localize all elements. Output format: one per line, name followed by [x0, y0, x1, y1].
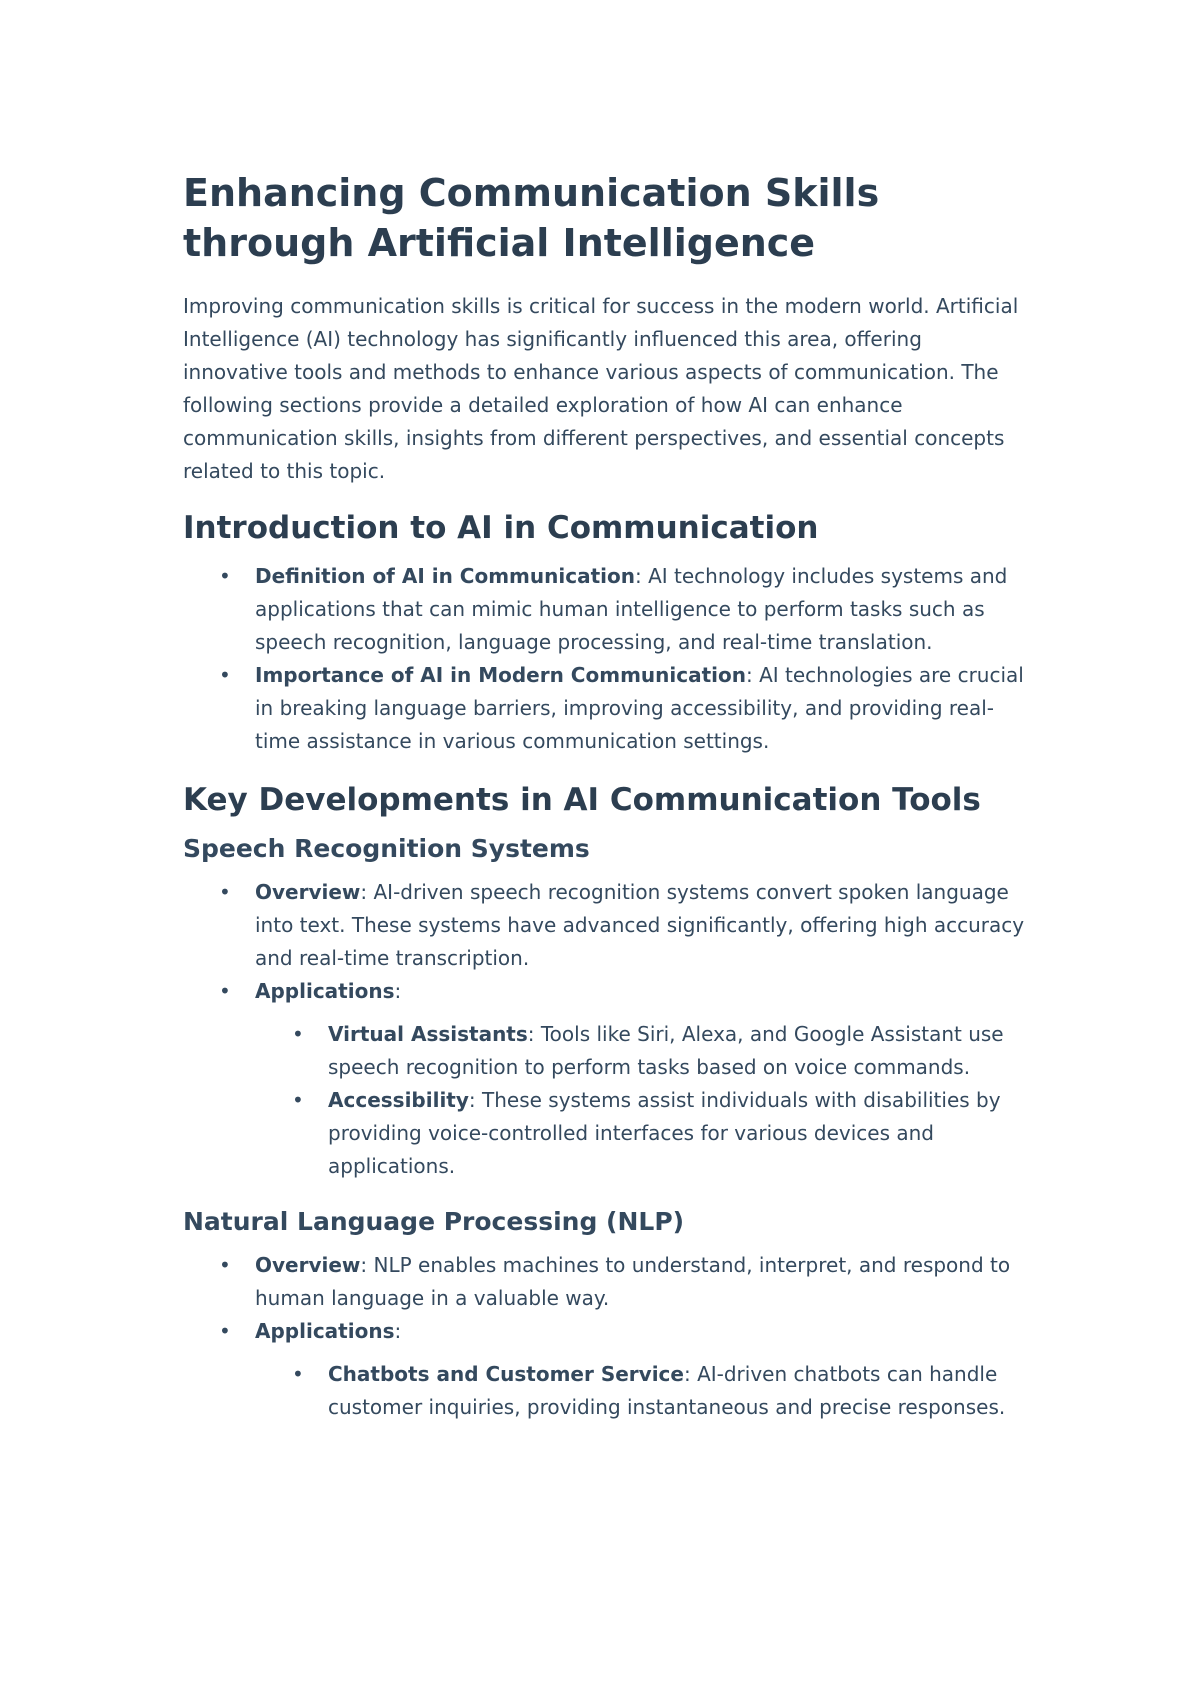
- list-item-term: Overview: [255, 880, 361, 904]
- list-item-text: : Tools like Siri, Alexa, and Google Assistant use speech recognition to perform tasks based on voice commands.: [328, 1022, 1004, 1079]
- list-item-text: : These systems assist individuals with disabilities by providing voice-controlled interfaces for various devices and applications.: [328, 1088, 1001, 1178]
- list-item-term: Applications: [255, 1319, 395, 1343]
- section-heading-introduction: Introduction to AI in Communication: [183, 510, 819, 546]
- introduction-list: [183, 560, 1033, 758]
- list-item-text: :: [394, 1319, 402, 1343]
- nlp-applications-list: [255, 1358, 1033, 1424]
- list-item-text: : AI technologies are crucial in breaking language barriers, improving accessibility, and providing real-time assistance in various communication settings.: [255, 663, 1024, 753]
- subsection-heading-nlp: Natural Language Processing (NLP): [183, 1207, 685, 1236]
- list-item-term: Chatbots and Customer Service: [328, 1362, 684, 1386]
- list-item: [255, 659, 1033, 758]
- list-item-term: Overview: [255, 1253, 361, 1277]
- intro-paragraph: Improving communication skills is critical for success in the modern world. Artificial Intelligence (AI) technology has significantly influenced this area, offering innovative tools and methods to enhance various aspects of communication. The following sections provide a detailed exploration of how AI can enhance communication skills, insights from different perspectives, and essential concepts related to this topic.: [183, 294, 1019, 483]
- list-item: [328, 1018, 1033, 1084]
- list-item-text: : NLP enables machines to understand, interpret, and respond to human language in a valuable way.: [255, 1253, 1011, 1310]
- list-item: [255, 1315, 1033, 1424]
- speech-applications-list: [255, 1018, 1033, 1183]
- list-item: [255, 1249, 1033, 1315]
- list-item: [328, 1358, 1033, 1424]
- list-item: [255, 975, 1033, 1183]
- list-item: [255, 560, 1033, 659]
- subsection-heading-speech-recognition: Speech Recognition Systems: [183, 834, 590, 863]
- list-item: [255, 876, 1033, 975]
- list-item: [328, 1084, 1033, 1183]
- list-item-text: :: [394, 979, 402, 1003]
- document-title: Enhancing Communication Skills through Artificial Intelligence: [183, 171, 880, 265]
- list-item-text: : AI-driven speech recognition systems convert spoken language into text. These systems have advanced significantly, offering high accuracy and real-time transcription.: [255, 880, 1025, 970]
- nlp-list: [183, 1249, 1033, 1424]
- list-item-text: : AI-driven chatbots can handle customer inquiries, providing instantaneous and precise responses.: [328, 1362, 1006, 1419]
- list-item-term: Virtual Assistants: [328, 1022, 528, 1046]
- section-heading-key-developments: Key Developments in AI Communication Tools: [183, 782, 981, 818]
- list-item-term: Definition of AI in Communication: [255, 564, 635, 588]
- speech-recognition-list: [183, 876, 1033, 1183]
- list-item-text: : AI technology includes systems and applications that can mimic human intelligence to perform tasks such as speech recognition, language processing, and real-time translation.: [255, 564, 1008, 654]
- list-item-term: Accessibility: [328, 1088, 469, 1112]
- document-page: [183, 168, 1033, 1446]
- list-item-term: Importance of AI in Modern Communication: [255, 663, 746, 687]
- list-item-term: Applications: [255, 979, 395, 1003]
